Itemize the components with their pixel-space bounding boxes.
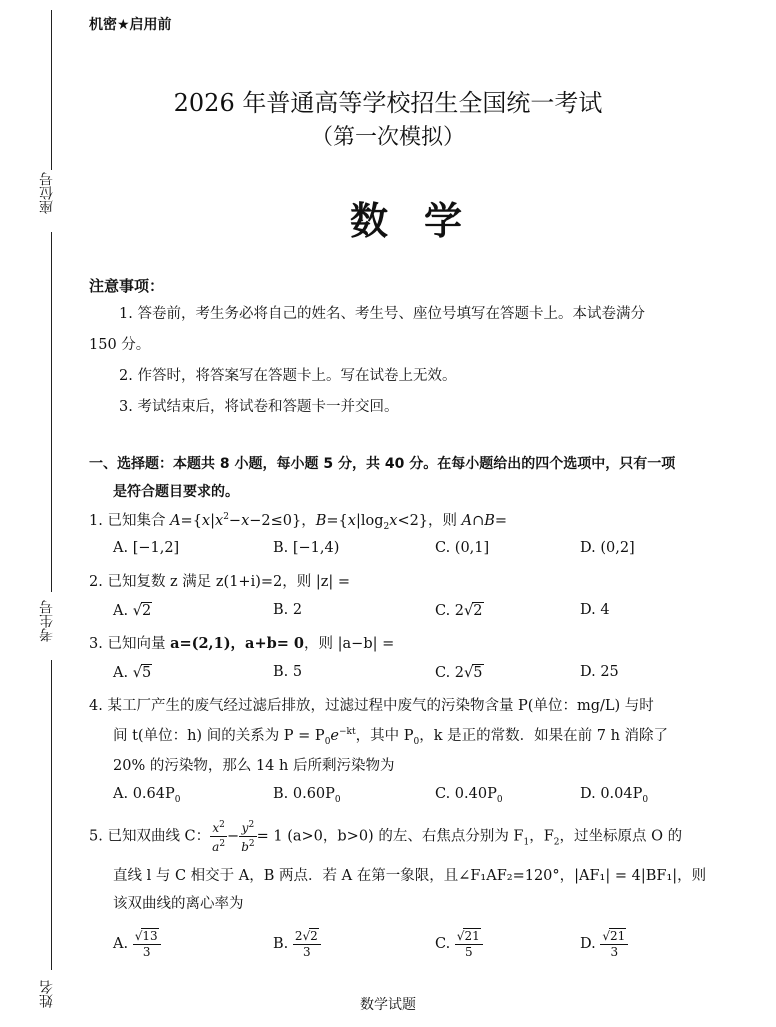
question-4-line-3: 20% 的污染物，那么 14 h 后所剩污染物为 <box>113 758 395 774</box>
q4-option-b: B. $0.60P_0$ <box>273 786 341 805</box>
q3-option-c: C. 2√5 <box>435 665 483 681</box>
q1-option-a: A. [−1,2] <box>113 540 180 556</box>
note-item-1-cont: 150 分。 <box>89 337 151 353</box>
q5-option-c: C. $\frac{√21}{5}$ <box>435 928 483 960</box>
q3-option-d: D. 25 <box>580 664 619 680</box>
q3-option-a: A. √5 <box>113 665 152 681</box>
notes-title: 注意事项： <box>89 277 165 295</box>
subject-title: 数学 <box>349 199 498 243</box>
exam-title: 2026 年普通高等学校招生全国统一考试 <box>173 89 603 117</box>
question-5-line-2: 直线 l 与 C 相交于 A，B 两点．若 A 在第一象限，且∠F₁AF₂=120°，|AF₁| = 4|BF₁|，则 <box>113 868 707 884</box>
note-item-3: 3. 考试结束后，将试卷和答题卡一并交回。 <box>119 399 399 415</box>
q5-option-d: D. $\frac{√21}{3}$ <box>580 928 628 960</box>
q5-option-b: B. $\frac{2√2}{3}$ <box>273 928 321 960</box>
q4-option-c: C. $0.40P_0$ <box>435 786 503 805</box>
confidential-mark: 机密★启用前 <box>89 17 172 33</box>
question-4-line-1: 4. 某工厂产生的废气经过滤后排放，过滤过程中废气的污染物含量 P(单位：mg/L) 与时 <box>89 698 654 714</box>
margin-line-middle <box>51 232 52 592</box>
question-2: 2. 已知复数 z 满足 z(1+i)=2，则 |z| = <box>89 574 351 590</box>
question-1: 1. 已知集合 $A=\{x|x^2-x-2\le 0\}$，$B=\{x|\log_2x<2\}$，则 A∩B= <box>89 512 508 532</box>
q2-option-d: D. 4 <box>580 602 610 618</box>
page-footer: 数学试题 <box>360 997 416 1013</box>
q3-option-b: B. 5 <box>273 664 303 680</box>
question-5-line-3: 该双曲线的离心率为 <box>113 896 244 912</box>
question-3: 3. 已知向量 a=(2,1)，a+b= 0，则 |a−b| = <box>89 635 395 652</box>
q1-option-c: C. (0,1] <box>435 540 490 556</box>
q1-option-d: D. (0,2] <box>580 540 635 556</box>
question-4-line-2: 间 t(单位：h) 间的关系为 $P = P_0e^{-kt}$，其中 $P_0$，k 是正的常数．如果在前 7 h 消除了 <box>113 727 669 747</box>
name-label: 姓名 <box>39 980 55 1008</box>
note-item-1: 1. 答卷前，考生务必将自己的姓名、考生号、座位号填写在答题卡上。本试卷满分 <box>119 306 645 322</box>
q1-option-b: B. [−1,4) <box>273 540 340 556</box>
margin-line-bottom <box>51 660 52 970</box>
section-heading: 一、选择题：本题共 8 小题，每小题 5 分，共 40 分。在每小题给出的四个选项中，只有一项 <box>89 456 676 472</box>
question-5-line-1: 5. 已知双曲线 C： $\frac{x^2}{a^2}$ − $\frac{y^2}{b^2}$ = 1 (a>0，b>0) 的左、右焦点分别为 $F_1$，$F_2$，过坐标原点 O 的 <box>89 820 683 854</box>
q2-option-b: B. 2 <box>273 602 303 618</box>
q4-option-a: A. $0.64P_0$ <box>113 786 181 805</box>
q2-option-c: C. 2√2 <box>435 603 483 619</box>
q5-option-a: A. $\frac{√13}{3}$ <box>113 928 161 960</box>
exam-number-label: 考生号 <box>39 600 55 642</box>
q4-option-d: D. $0.04P_0$ <box>580 786 649 805</box>
exam-subtitle: （第一次模拟） <box>310 125 465 150</box>
section-heading-cont: 是符合题目要求的。 <box>113 484 239 500</box>
note-item-2: 2. 作答时，将答案写在答题卡上。写在试卷上无效。 <box>119 368 457 384</box>
seat-number-label: 座位号 <box>39 172 55 214</box>
q2-option-a: A. √2 <box>113 603 152 619</box>
